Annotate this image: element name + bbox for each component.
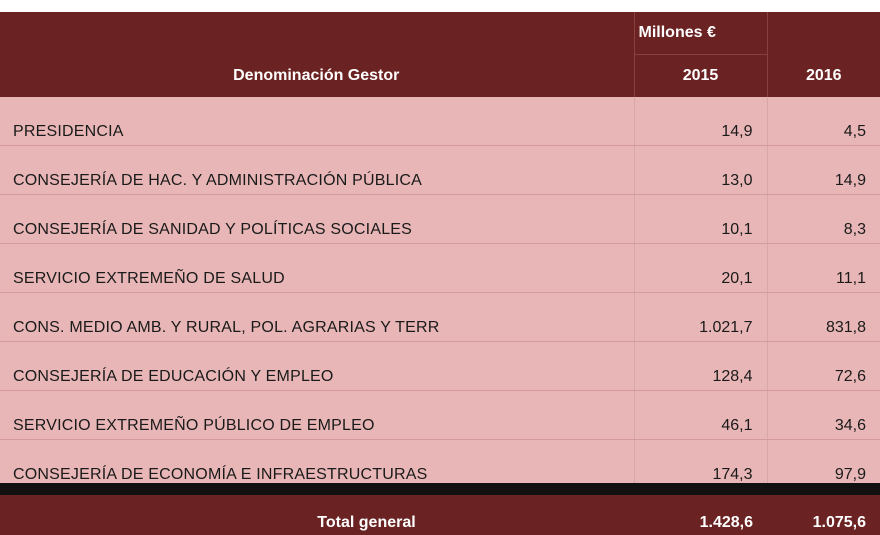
row-name: CONSEJERÍA DE EDUCACIÓN Y EMPLEO [0, 342, 634, 391]
row-name: SERVICIO EXTREMEÑO PÚBLICO DE EMPLEO [0, 391, 634, 440]
total-value-2015: 1.428,6 [634, 489, 767, 535]
row-value-2016: 97,9 [767, 440, 880, 489]
row-value-2016: 14,9 [767, 146, 880, 195]
table-row [0, 244, 880, 293]
bottom-bar [0, 483, 880, 495]
table-row [0, 195, 880, 244]
unit-label: Millones € [634, 12, 767, 55]
budget-table-container [0, 12, 880, 483]
table-row [0, 293, 880, 342]
table-row [0, 440, 880, 489]
row-value-2016: 72,6 [767, 342, 880, 391]
row-name: CONSEJERÍA DE ECONOMÍA E INFRAESTRUCTURAS [0, 440, 634, 489]
row-name: CONSEJERÍA DE SANIDAD Y POLÍTICAS SOCIALES [0, 195, 634, 244]
row-value-2015: 10,1 [634, 195, 767, 244]
row-name: CONS. MEDIO AMB. Y RURAL, POL. AGRARIAS Y TERR [0, 293, 634, 342]
row-name: PRESIDENCIA [0, 97, 634, 146]
table-row [0, 391, 880, 440]
row-value-2015: 14,9 [634, 97, 767, 146]
table-row [0, 97, 880, 146]
budget-table [0, 12, 880, 535]
row-name: SERVICIO EXTREMEÑO DE SALUD [0, 244, 634, 293]
row-value-2016: 34,6 [767, 391, 880, 440]
header-empty-cell [0, 12, 634, 55]
column-header-2016: 2016 [767, 55, 880, 98]
row-value-2015: 46,1 [634, 391, 767, 440]
row-value-2016: 831,8 [767, 293, 880, 342]
row-value-2015: 128,4 [634, 342, 767, 391]
header-empty-cell [767, 12, 880, 55]
total-label: Total general [0, 489, 634, 535]
row-value-2015: 13,0 [634, 146, 767, 195]
total-row [0, 489, 880, 535]
row-value-2015: 20,1 [634, 244, 767, 293]
header-row-units [0, 12, 880, 55]
total-value-2016: 1.075,6 [767, 489, 880, 535]
row-value-2016: 4,5 [767, 97, 880, 146]
column-header-2015: 2015 [634, 55, 767, 98]
column-header-name: Denominación Gestor [0, 55, 634, 98]
row-value-2015: 1.021,7 [634, 293, 767, 342]
header-left-edge [0, 12, 12, 96]
row-value-2015: 174,3 [634, 440, 767, 489]
table-row [0, 342, 880, 391]
row-name: CONSEJERÍA DE HAC. Y ADMINISTRACIÓN PÚBLICA [0, 146, 634, 195]
row-value-2016: 11,1 [767, 244, 880, 293]
table-row [0, 146, 880, 195]
header-row-columns [0, 55, 880, 98]
row-value-2016: 8,3 [767, 195, 880, 244]
